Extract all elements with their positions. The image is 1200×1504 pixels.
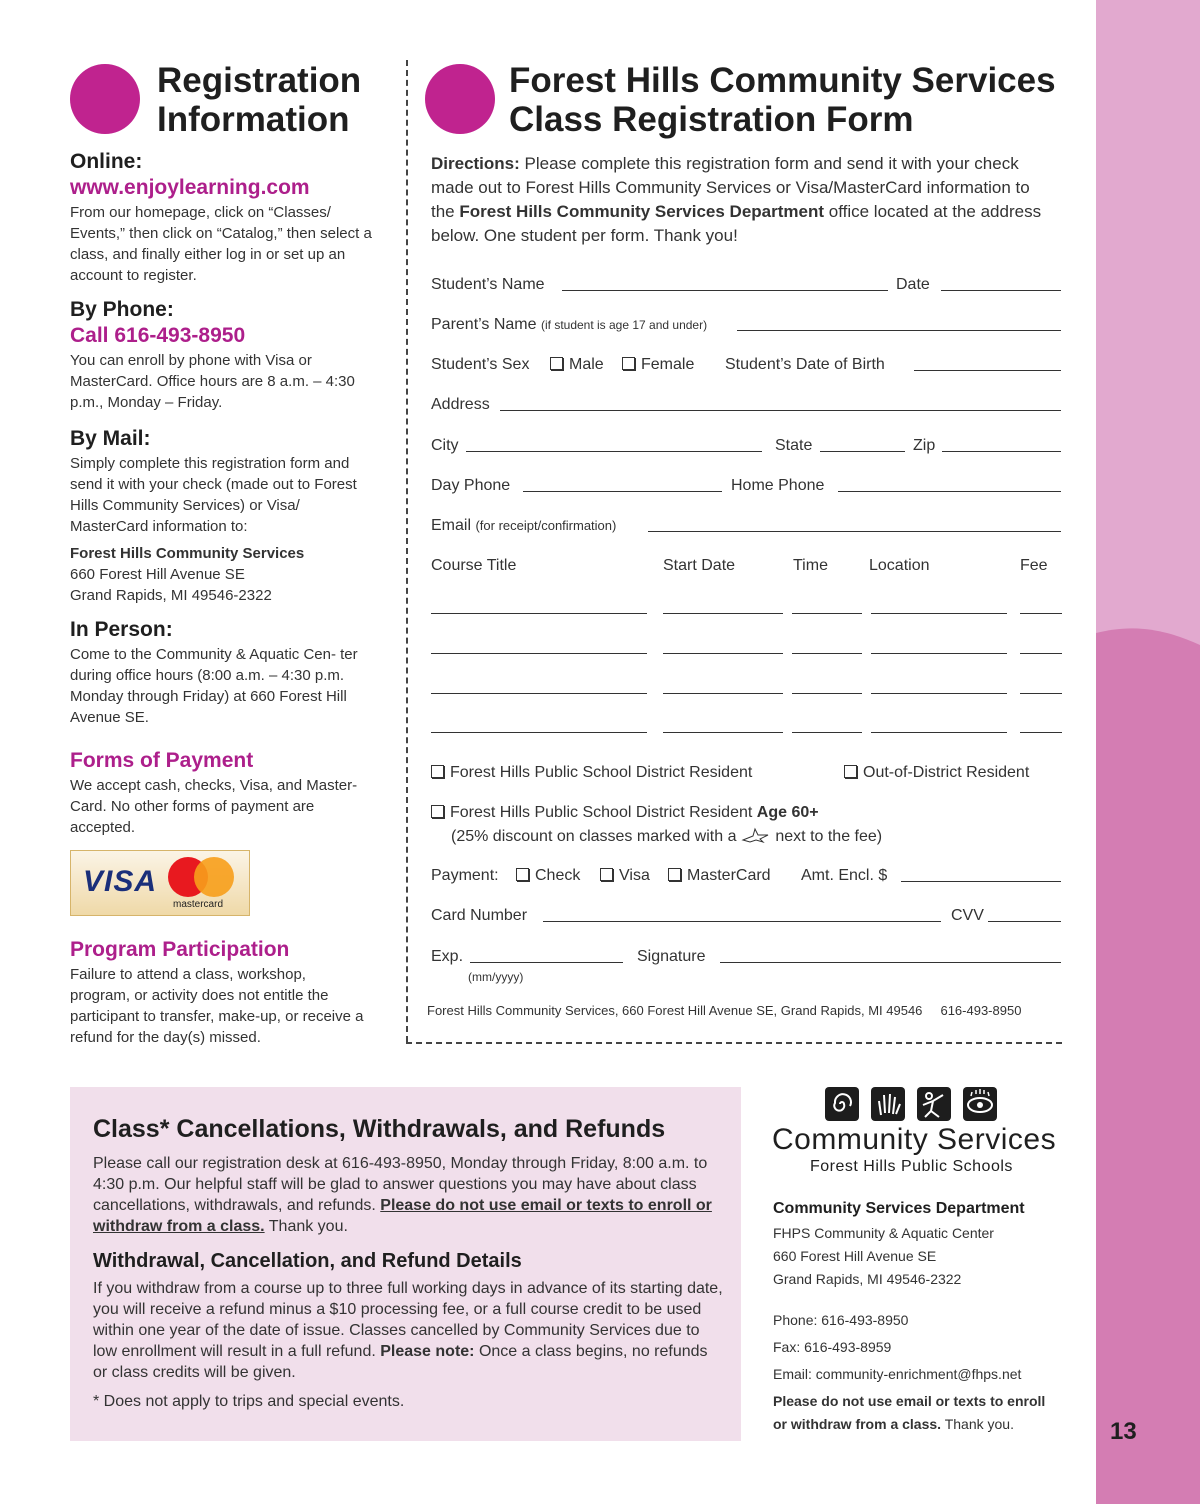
time-field[interactable] xyxy=(792,653,862,654)
phone-link[interactable]: Call 616-493-8950 xyxy=(70,324,246,347)
website-link[interactable]: www.enjoylearning.com xyxy=(70,176,310,199)
check-checkbox[interactable]: Check xyxy=(516,867,580,885)
checkbox-icon xyxy=(431,765,444,778)
contact-note: Please do not use email or texts to enroll or withdraw from a class. Thank you. xyxy=(773,1393,1046,1432)
city-field[interactable] xyxy=(466,451,762,452)
course-title-field[interactable] xyxy=(431,653,647,654)
registration-title: Registration Information xyxy=(157,61,362,139)
form-directions: Directions: Please complete this registration form and send it with your check made out to Forest Hills Community Services or Visa/MasterCard information to the Forest Hills Community Services Department office located at the address below. One student per form. Thank you! xyxy=(431,154,1042,245)
online-heading: Online: xyxy=(70,150,143,173)
email-field[interactable] xyxy=(648,531,1061,532)
home-phone-field[interactable] xyxy=(838,491,1061,492)
person-section xyxy=(70,618,390,728)
cvv-field[interactable] xyxy=(988,921,1061,922)
course-title-field[interactable] xyxy=(431,693,647,694)
cut-line-vertical xyxy=(406,60,408,1042)
contact-block xyxy=(773,1200,1073,1436)
student-name-field[interactable] xyxy=(562,290,888,291)
address-label: Address xyxy=(431,396,490,413)
checkbox-icon xyxy=(622,357,635,370)
email-label: Email (for receipt/confirmation) xyxy=(431,517,617,534)
mail-city: Grand Rapids, MI 49546-2322 xyxy=(70,587,272,604)
fee-field[interactable] xyxy=(1020,732,1062,733)
visa-logo: VISA xyxy=(83,865,158,898)
star-icon xyxy=(741,827,771,843)
mail-street: 660 Forest Hill Avenue SE xyxy=(70,566,245,583)
location-field[interactable] xyxy=(871,653,1007,654)
home-phone-label: Home Phone xyxy=(731,477,825,494)
page-number: 13 xyxy=(1110,1418,1137,1445)
cancellation-box xyxy=(70,1087,741,1441)
student-name-label: Student’s Name xyxy=(431,276,545,293)
section-bullet-icon xyxy=(70,64,140,134)
online-section xyxy=(70,150,390,286)
card-number-field[interactable] xyxy=(543,921,941,922)
zip-label: Zip xyxy=(913,437,936,454)
amount-label: Amt. Encl. $ xyxy=(801,867,888,884)
spiral-icon xyxy=(825,1087,859,1121)
exp-label: Exp. xyxy=(431,948,464,965)
mastercard-orange-circle xyxy=(194,857,234,897)
location-field[interactable] xyxy=(871,613,1007,614)
participation-section xyxy=(70,938,390,1048)
figure-icon xyxy=(917,1087,951,1121)
date-label: Date xyxy=(896,276,930,293)
mastercard-wordmark: mastercard xyxy=(173,899,224,910)
cancellation-title: Class* Cancellations, Withdrawals, and Refunds xyxy=(93,1115,666,1143)
card-logos xyxy=(70,850,250,916)
time-field[interactable] xyxy=(792,693,862,694)
cut-line-horizontal xyxy=(406,1042,1062,1044)
col-time: Time xyxy=(793,557,828,574)
payment-text: We accept cash, checks, Visa, and Master- Card. No other forms of payment are accepted. xyxy=(70,777,358,836)
payment-heading: Forms of Payment xyxy=(70,749,254,772)
address-field[interactable] xyxy=(500,410,1061,411)
col-location: Location xyxy=(869,557,930,574)
center-city: Grand Rapids, MI 49546-2322 xyxy=(773,1271,962,1287)
cvv-label: CVV xyxy=(951,907,984,924)
center-street: 660 Forest Hill Avenue SE xyxy=(773,1248,937,1264)
sidebar-wave xyxy=(1096,600,1200,1504)
person-heading: In Person: xyxy=(70,618,173,641)
mail-section xyxy=(70,427,390,606)
female-checkbox[interactable]: Female xyxy=(622,356,694,374)
participation-text: Failure to attend a class, workshop, program, or activity does not entitle the participant to transfer, make-up, or receive a refund for the day(s) missed. xyxy=(70,966,364,1046)
form-bullet-icon xyxy=(425,64,495,134)
discount-note: (25% discount on classes marked with a next to the fee) xyxy=(451,828,883,845)
visa-checkbox[interactable]: Visa xyxy=(600,867,650,885)
city-label: City xyxy=(431,437,459,454)
mail-heading: By Mail: xyxy=(70,427,151,450)
logo-title: Community Services xyxy=(772,1123,1057,1156)
phone-section xyxy=(70,298,390,413)
location-field[interactable] xyxy=(871,732,1007,733)
time-field[interactable] xyxy=(792,732,862,733)
checkbox-icon xyxy=(844,765,857,778)
fee-field[interactable] xyxy=(1020,653,1062,654)
form-title: Forest Hills Community Services Class Registration Form xyxy=(509,61,1056,139)
checkbox-icon xyxy=(550,357,563,370)
phone-heading: By Phone: xyxy=(70,298,174,321)
time-field[interactable] xyxy=(792,613,862,614)
card-number-label: Card Number xyxy=(431,907,528,924)
state-label: State xyxy=(775,437,813,454)
start-date-field[interactable] xyxy=(663,693,783,694)
day-phone-field[interactable] xyxy=(523,491,722,492)
payment-label: Payment: xyxy=(431,867,499,884)
phone-text: You can enroll by phone with Visa or MasterCard. Office hours are 8 a.m. – 4:30 p.m., Monday – Friday. xyxy=(70,352,355,411)
out-district-checkbox[interactable]: Out-of-District Resident xyxy=(844,764,1029,782)
person-text: Come to the Community & Aquatic Cen- ter during office hours (8:00 a.m. – 4:30 p.m. Monday through Friday) at 660 Forest Hill Avenue SE. xyxy=(70,646,358,726)
col-course-title: Course Title xyxy=(431,557,517,574)
location-field[interactable] xyxy=(871,693,1007,694)
checkbox-icon xyxy=(431,805,444,818)
start-date-field[interactable] xyxy=(663,613,783,614)
eye-icon xyxy=(963,1087,997,1121)
start-date-field[interactable] xyxy=(663,653,783,654)
signature-field[interactable] xyxy=(720,962,1061,963)
mail-text: Simply complete this registration form and send it with your check (made out to Forest Hills Community Services) or Visa/ MasterCard information to: xyxy=(70,455,357,535)
mastercard-checkbox[interactable]: MasterCard xyxy=(668,867,771,885)
exp-field[interactable] xyxy=(470,962,623,963)
dob-label: Student’s Date of Birth xyxy=(725,356,885,373)
contact-phone: Phone: 616-493-8950 xyxy=(773,1312,909,1328)
fee-field[interactable] xyxy=(1020,613,1062,614)
date-field[interactable] xyxy=(941,290,1061,291)
form-footer: Forest Hills Community Services, 660 Forest Hill Avenue SE, Grand Rapids, MI 49546 616-493-8950 xyxy=(427,1003,1022,1018)
checkbox-icon xyxy=(600,868,613,881)
day-phone-label: Day Phone xyxy=(431,477,511,494)
mail-org: Forest Hills Community Services xyxy=(70,545,305,562)
dept-name: Community Services Department xyxy=(773,1200,1025,1217)
dob-field[interactable] xyxy=(914,370,1061,371)
center-name: FHPS Community & Aquatic Center xyxy=(773,1225,994,1241)
resident-checkbox[interactable]: Forest Hills Public School District Resident xyxy=(431,764,752,782)
fee-field[interactable] xyxy=(1020,693,1062,694)
signature-label: Signature xyxy=(637,948,706,965)
refund-details-text: If you withdraw from a course up to three full working days in advance of its starting date, you will receive a refund minus a $10 processing fee, or a full course credit to be used within one year of the date of issue. Classes cancelled by Community Services due to low enrollment will result in a full refund. Please note: Once a class begins, no refunds or class credits will be given. xyxy=(93,1280,723,1381)
trip-footnote: * Does not apply to trips and special events. xyxy=(93,1393,405,1410)
student-sex-label: Student’s Sex xyxy=(431,356,530,373)
parent-name-field[interactable] xyxy=(737,330,1061,331)
col-start-date: Start Date xyxy=(663,557,736,574)
resident60-checkbox[interactable]: Forest Hills Public School District Resident Age 60+ xyxy=(431,804,819,822)
checkbox-icon xyxy=(516,868,529,881)
course-title-field[interactable] xyxy=(431,613,647,614)
contact-fax: Fax: 616-493-8959 xyxy=(773,1339,892,1355)
checkbox-icon xyxy=(668,868,681,881)
logo-icons xyxy=(825,1087,1000,1121)
logo-subtitle: Forest Hills Public Schools xyxy=(810,1158,1013,1175)
cancellation-text: Please call our registration desk at 616-493-8950, Monday through Friday, 8:00 a.m. to 4:30 p.m. Our helpful staff will be glad to answer questions you may have about class cancellations, withdrawals, and refunds. Please do not use email or texts to enroll or withdraw from a class. Thank you. xyxy=(93,1155,712,1235)
online-text: From our homepage, click on “Classes/ Events,” then click on “Catalog,” then select a class, and finally either log in or set up an account to register. xyxy=(70,204,372,284)
amount-field[interactable] xyxy=(901,881,1061,882)
hand-icon xyxy=(871,1087,905,1121)
refund-details-heading: Withdrawal, Cancellation, and Refund Details xyxy=(93,1250,522,1272)
parent-name-label: Parent’s Name (if student is age 17 and under) xyxy=(431,316,708,333)
course-title-field[interactable] xyxy=(431,732,647,733)
zip-field[interactable] xyxy=(942,451,1061,452)
male-checkbox[interactable]: Male xyxy=(550,356,604,374)
exp-format: (mm/yyyy) xyxy=(468,970,524,984)
payment-section xyxy=(70,749,390,838)
col-fee: Fee xyxy=(1020,557,1048,574)
state-field[interactable] xyxy=(820,451,905,452)
start-date-field[interactable] xyxy=(663,732,783,733)
participation-heading: Program Participation xyxy=(70,938,290,961)
contact-email[interactable]: Email: community-enrichment@fhps.net xyxy=(773,1366,1022,1382)
